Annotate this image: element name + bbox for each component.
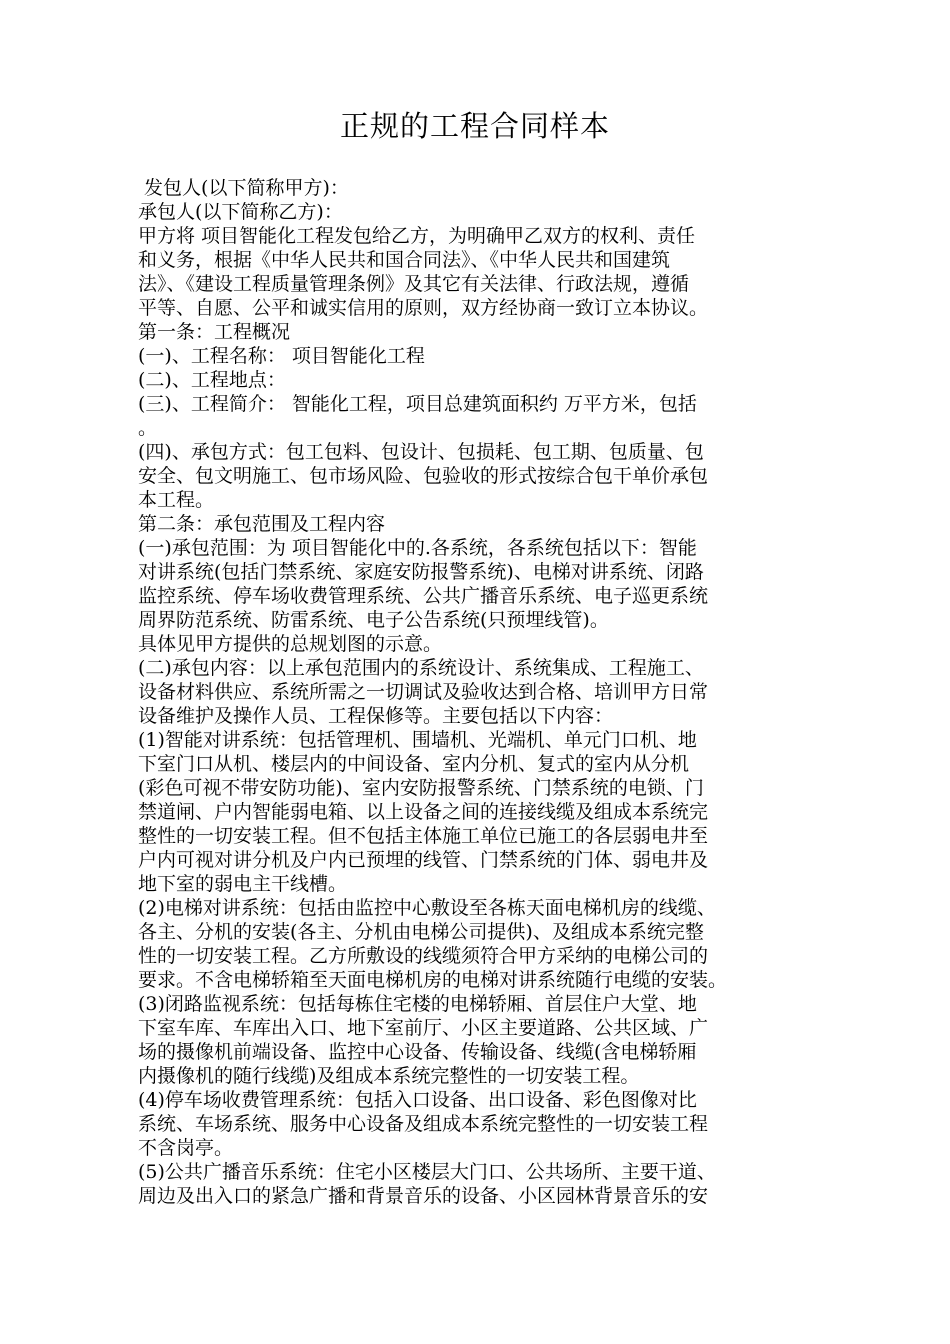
body-line: 性的一切安装工程。乙方所敷设的线缆须符合甲方采纳的电梯公司的 <box>138 945 709 967</box>
body-line: 本工程。 <box>138 489 215 511</box>
body-line: 不含岗亭。 <box>138 1137 234 1159</box>
document-title: 正规的工程合同样本 <box>339 109 610 143</box>
body-line: (一)承包范围：为 项目智能化中的.各系统，各系统包括以下：智能 <box>138 537 697 559</box>
body-line: 系统、车场系统、服务中心设备及组成本系统完整性的一切安装工程 <box>138 1113 709 1135</box>
body-line: 下室车库、车库出入口、地下室前厅、小区主要道路、公共区域、广 <box>138 1017 709 1039</box>
body-line: (二)、工程地点： <box>138 369 286 391</box>
body-line: 承包人(以下简称乙方)： <box>138 201 343 223</box>
body-line: 具体见甲方提供的总规划图的示意。 <box>138 633 443 655</box>
body-line: 下室门口从机、楼层内的中间设备、室内分机、复式的室内从分机 <box>138 753 690 775</box>
body-line: 禁道闸、户内智能弱电箱、以上设备之间的连接线缆及组成本系统完 <box>138 801 709 823</box>
body-line: 要求。不含电梯轿箱至天面电梯机房的电梯对讲系统随行电缆的安装。 <box>138 969 728 991</box>
body-line: 各主、分机的安装(各主、分机由电梯公司提供)、及组成本系统完整 <box>138 921 704 943</box>
body-line: 发包人(以下简称甲方)： <box>138 177 349 199</box>
body-line: (1)智能对讲系统：包括管理机、围墙机、光端机、单元门口机、地 <box>138 729 697 751</box>
body-line: (一)、工程名称： 项目智能化工程 <box>138 345 425 367</box>
body-line: 场的摄像机前端设备、监控中心设备、传输设备、线缆(含电梯轿厢 <box>138 1041 697 1063</box>
body-line: 第一条：工程概况 <box>138 321 291 343</box>
body-line: (四)、承包方式：包工包料、包设计、包损耗、包工期、包质量、包 <box>138 441 704 463</box>
body-line: 周界防范系统、防雷系统、电子公告系统(只预埋线管)。 <box>138 609 609 631</box>
body-line: 甲方将 项目智能化工程发包给乙方，为明确甲乙双方的权利、责任 <box>138 225 696 247</box>
body-line: 安全、包文明施工、包市场风险、包验收的形式按综合包干单价承包 <box>138 465 709 487</box>
body-line: 周边及出入口的紧急广播和背景音乐的设备、小区园林背景音乐的安 <box>138 1185 709 1207</box>
body-line: 法》、《建设工程质量管理条例》及其它有关法律、行政法规，遵循 <box>138 273 690 295</box>
body-line: (5)公共广播音乐系统：住宅小区楼层大门口、公共场所、主要干道、 <box>138 1161 716 1183</box>
document-body <box>138 176 818 1208</box>
body-line: 监控系统、停车场收费管理系统、公共广播音乐系统、电子巡更系统 <box>138 585 709 607</box>
body-line: 地下室的弱电主干线槽。 <box>138 873 348 895</box>
body-line: 。 <box>138 417 158 439</box>
body-line: (4)停车场收费管理系统：包括入口设备、出口设备、彩色图像对比 <box>138 1089 697 1111</box>
body-line: 户内可视对讲分机及户内已预埋的线管、门禁系统的门体、弱电井及 <box>138 849 709 871</box>
body-line: (3)闭路监视系统：包括每栋住宅楼的电梯轿厢、首层住户大堂、地 <box>138 993 697 1015</box>
body-line: 设备维护及操作人员、工程保修等。主要包括以下内容： <box>138 705 614 727</box>
body-line: 整性的一切安装工程。但不包括主体施工单位已施工的各层弱电井至 <box>138 825 709 847</box>
body-line: 设备材料供应、系统所需之一切调试及验收达到合格、培训甲方日常 <box>138 681 709 703</box>
body-line: (二)承包内容：以上承包范围内的系统设计、系统集成、工程施工、 <box>138 657 704 679</box>
body-line: 和义务，根据《中华人民共和国合同法》、《中华人民共和国建筑 <box>138 249 671 271</box>
body-line: 平等、自愿、公平和诚实信用的原则，双方经协商一致订立本协议。 <box>138 297 709 319</box>
body-line: (2)电梯对讲系统：包括由监控中心敷设至各栋天面电梯机房的线缆、 <box>138 897 716 919</box>
body-line: (三)、工程简介： 智能化工程，项目总建筑面积约 万平方米，包括 <box>138 393 697 415</box>
body-line: 第二条：承包范围及工程内容 <box>138 513 386 535</box>
body-line: 对讲系统(包括门禁系统、家庭安防报警系统)、电梯对讲系统、闭路 <box>138 561 704 583</box>
body-line: (彩色可视不带安防功能)、室内安防报警系统、门禁系统的电锁、门 <box>138 777 704 799</box>
body-line: 内摄像机的随行线缆)及组成本系统完整性的一切安装工程。 <box>138 1065 640 1087</box>
